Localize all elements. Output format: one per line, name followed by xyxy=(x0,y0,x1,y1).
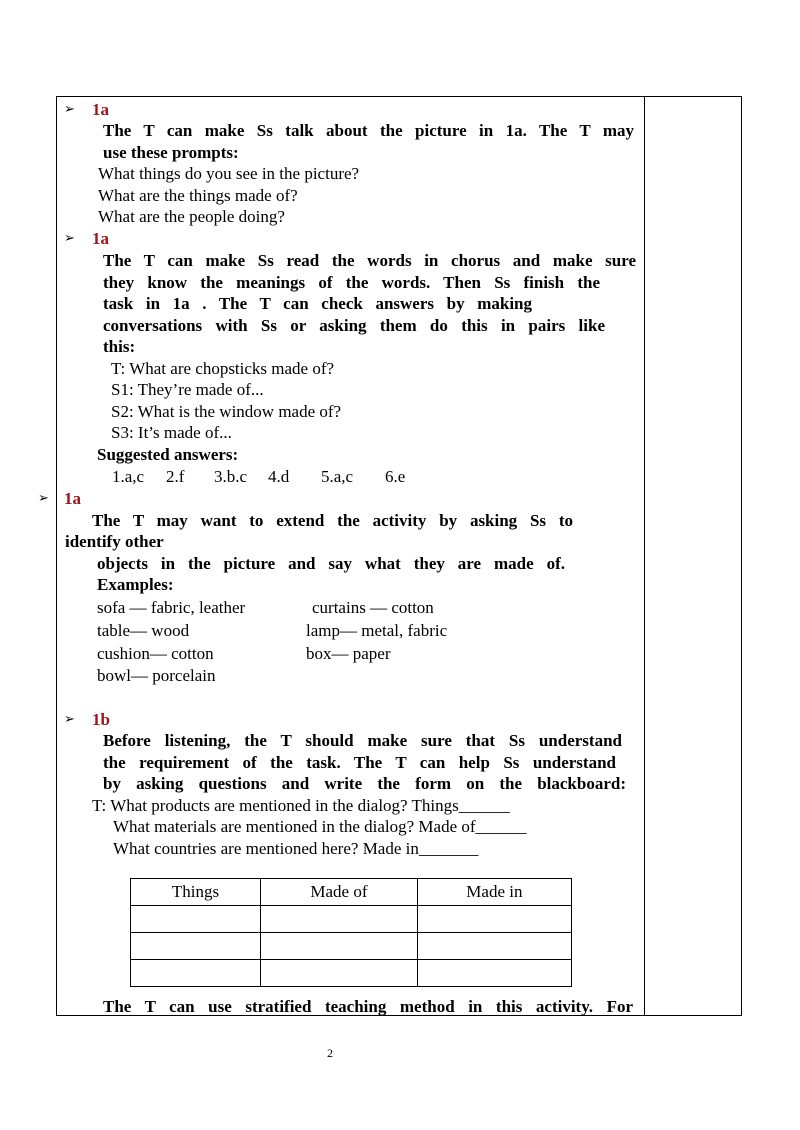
prompt-line: What are the things made of? xyxy=(98,186,298,205)
paragraph-line: identify other xyxy=(65,532,164,551)
answer-item: 6.e xyxy=(385,467,406,486)
section-heading: 1a xyxy=(92,229,109,248)
paragraph-line: use these prompts: xyxy=(103,143,239,162)
dialog-line: S3: It’s made of... xyxy=(111,423,232,442)
prompt-line: What things do you see in the picture? xyxy=(98,164,360,183)
answer-item: 4.d xyxy=(268,467,290,486)
paragraph-line: this: xyxy=(103,337,136,356)
paragraph-line: The T can make Ss talk about the picture in 1a. The T may xyxy=(103,121,634,140)
table-cell xyxy=(417,960,571,987)
table-row xyxy=(131,933,572,960)
answers-heading: Suggested answers: xyxy=(97,445,239,464)
paragraph-line: Before listening, the T should make sure that Ss understand xyxy=(103,731,622,750)
bullet-arrow-icon: ➢ xyxy=(38,491,49,506)
example-item: box— paper xyxy=(306,644,391,663)
section-heading: 1a xyxy=(92,100,109,119)
example-item: lamp— metal, fabric xyxy=(306,621,448,640)
prompt-line: What are the people doing? xyxy=(98,207,285,226)
table-cell xyxy=(131,933,261,960)
paragraph-line: The T can make Ss read the words in chorus and make sure xyxy=(103,251,636,270)
question-line: T: What products are mentioned in the dialog? Things______ xyxy=(92,796,510,815)
bullet-arrow-icon: ➢ xyxy=(64,712,75,727)
paragraph-line: objects in the picture and say what they are made of. xyxy=(97,554,565,573)
section-heading: 1b xyxy=(92,710,110,729)
table-row xyxy=(131,906,572,933)
table-cell xyxy=(131,906,261,933)
table-row xyxy=(131,960,572,987)
paragraph-line: task in 1a . The T can check answers by making xyxy=(103,294,532,313)
example-item: bowl— porcelain xyxy=(97,666,216,685)
table-cell xyxy=(261,960,418,987)
example-item: table— wood xyxy=(97,621,190,640)
table-cell xyxy=(261,906,418,933)
answer-item: 1.a,c xyxy=(112,467,145,486)
section-heading: 1a xyxy=(64,489,81,508)
dialog-line: S1: They’re made of... xyxy=(111,380,264,399)
table-header-row xyxy=(131,879,572,906)
question-line: What countries are mentioned here? Made in_______ xyxy=(113,839,479,858)
paragraph-line: by asking questions and write the form on the blackboard: xyxy=(103,774,626,793)
example-item: cushion— cotton xyxy=(97,644,214,663)
answer-item: 5.a,c xyxy=(321,467,354,486)
paragraph-line: The T can use stratified teaching method in this activity. For xyxy=(103,997,633,1016)
table-header-cell: Made in xyxy=(417,879,571,906)
dialog-line: S2: What is the window made of? xyxy=(111,402,342,421)
bullet-arrow-icon: ➢ xyxy=(64,102,75,117)
examples-heading: Examples: xyxy=(97,575,174,594)
example-item: curtains — cotton xyxy=(312,598,434,617)
table-header-cell: Things xyxy=(131,879,261,906)
table-header-cell: Made of xyxy=(261,879,418,906)
table-cell xyxy=(131,960,261,987)
paragraph-line: conversations with Ss or asking them do this in pairs like xyxy=(103,316,605,335)
table-cell xyxy=(417,906,571,933)
paragraph-line: the requirement of the task. The T can help Ss understand xyxy=(103,753,616,772)
question-line: What materials are mentioned in the dialog? Made of______ xyxy=(113,817,527,836)
answer-item: 3.b.c xyxy=(214,467,248,486)
example-item: sofa — fabric, leather xyxy=(97,598,246,617)
table-cell xyxy=(417,933,571,960)
column-divider xyxy=(644,97,645,1015)
blackboard-form-table xyxy=(130,878,572,987)
page-number: 2 xyxy=(327,1046,333,1060)
answer-item: 2.f xyxy=(166,467,185,486)
paragraph-line: they know the meanings of the words. Then Ss finish the xyxy=(103,273,600,292)
table-cell xyxy=(261,933,418,960)
dialog-line: T: What are chopsticks made of? xyxy=(111,359,335,378)
bullet-arrow-icon: ➢ xyxy=(64,231,75,246)
paragraph-line: The T may want to extend the activity by asking Ss to xyxy=(92,511,573,530)
